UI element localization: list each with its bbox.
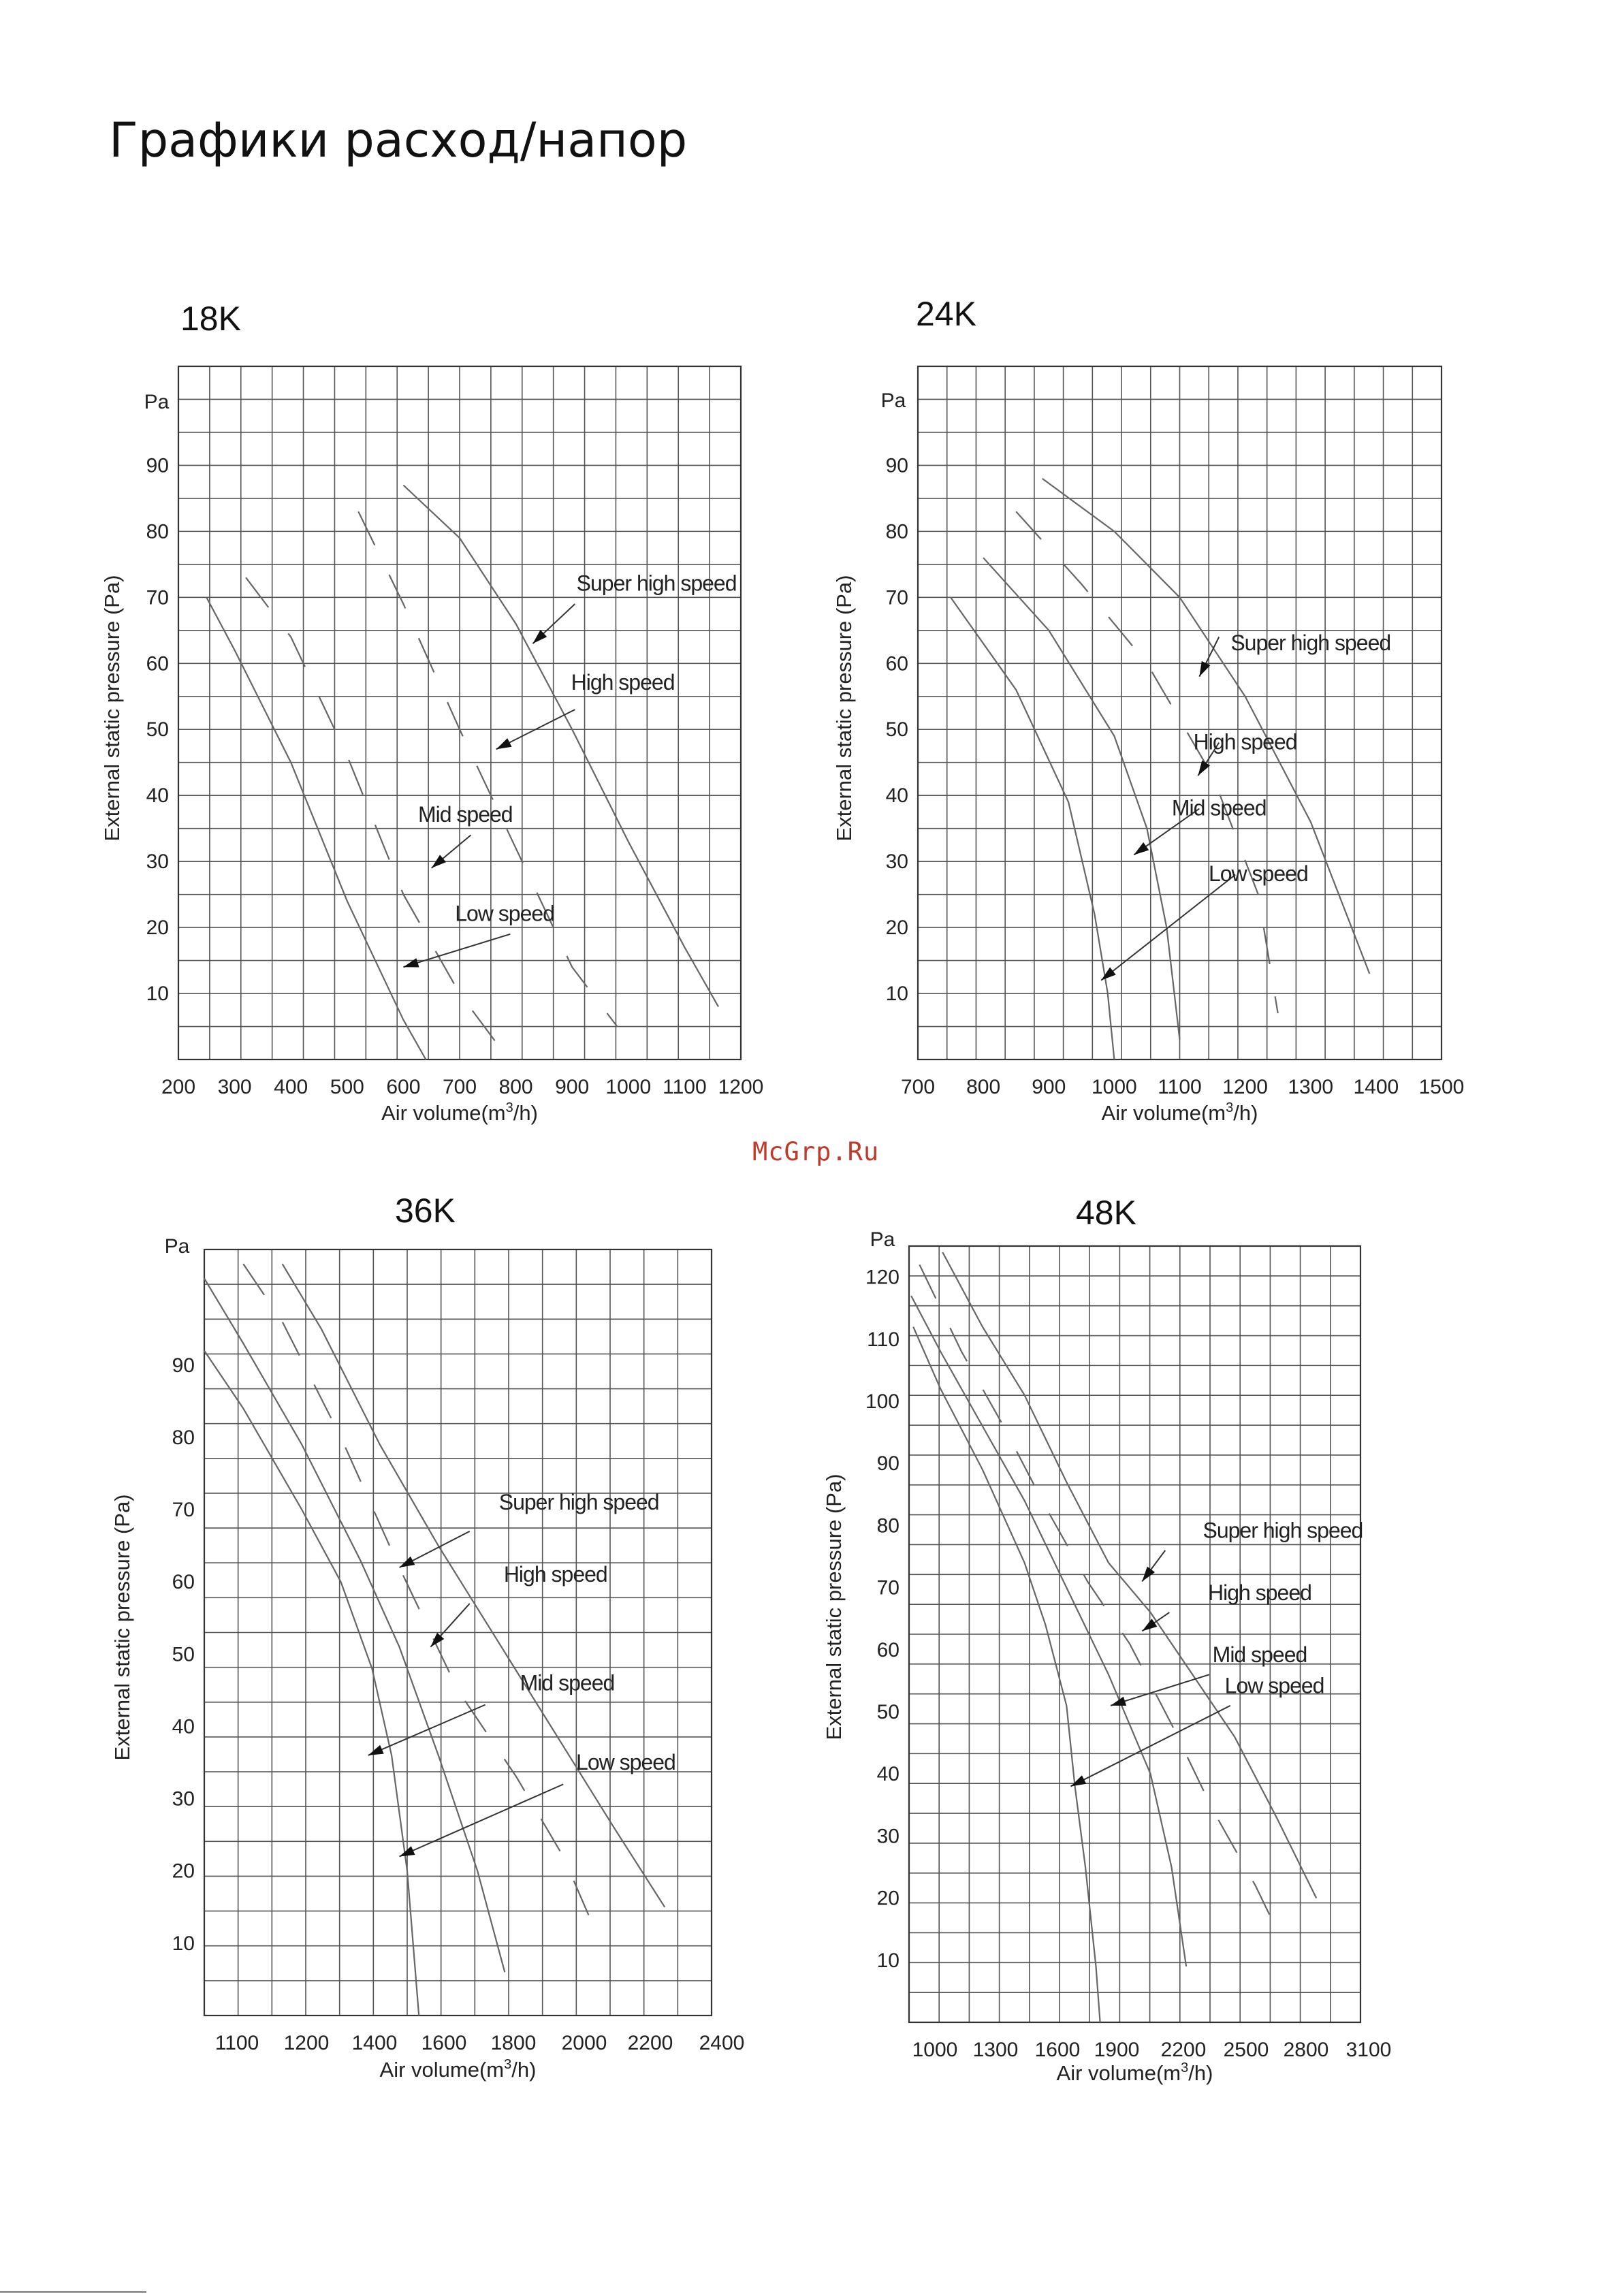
y-tick-label: 110 [867, 1328, 899, 1351]
y-unit-label: Pa [144, 391, 170, 413]
y-tick-label: 30 [885, 850, 908, 874]
series-label: Low speed [455, 901, 554, 926]
y-axis-title: External static pressure (Pa) [100, 575, 124, 842]
series-label: Mid speed [1171, 795, 1267, 821]
x-axis-title: Air $volume(m^3/h)$ [379, 2057, 537, 2082]
y-tick-label: 100 [865, 1390, 899, 1413]
y-unit-label: Pa [870, 1228, 895, 1251]
series-line-mid-speed [911, 1296, 1186, 1966]
y-tick-label: 70 [146, 586, 169, 609]
y-tick-label: 10 [146, 983, 169, 1006]
x-tick-label: 1000 [605, 1076, 652, 1098]
series-label: Super high speed [576, 571, 737, 596]
y-tick-label: 20 [876, 1887, 899, 1910]
y-tick-label: 50 [172, 1643, 195, 1666]
y-tick-label: 50 [876, 1701, 899, 1723]
x-tick-label: 800 [966, 1076, 1001, 1098]
x-tick-label: 1200 [283, 2032, 330, 2054]
y-unit-label: Pa [164, 1235, 190, 1258]
y-tick-label: 20 [172, 1860, 195, 1883]
x-tick-label: 1200 [1222, 1076, 1268, 1098]
series-label: Super high speed [1203, 1518, 1363, 1543]
y-tick-label: 90 [876, 1452, 899, 1476]
x-tick-label: 1000 [912, 2039, 958, 2061]
x-tick-label: 1900 [1094, 2039, 1140, 2061]
x-tick-label: 700 [442, 1076, 477, 1098]
x-axis-title: Air $volume(m^3/h)$ [381, 1100, 538, 1125]
y-tick-label: 80 [172, 1426, 195, 1449]
x-tick-label: 1600 [421, 2032, 467, 2054]
y-tick-label: 20 [146, 917, 169, 940]
y-tick-label: 30 [146, 850, 169, 874]
chart-title: 36K [395, 1192, 456, 1230]
y-tick-label: 10 [885, 983, 908, 1006]
x-tick-label: 400 [274, 1076, 308, 1098]
x-tick-label: 1100 [1158, 1076, 1202, 1098]
y-tick-label: 80 [146, 520, 169, 543]
x-tick-label: 200 [161, 1076, 196, 1098]
y-tick-label: 40 [172, 1715, 195, 1738]
y-tick-label: 20 [885, 917, 908, 940]
grid-3 [909, 1246, 1360, 2022]
y-tick-label: 70 [876, 1576, 899, 1599]
page-title: Графики расход/напор [109, 112, 688, 168]
x-tick-label: 1400 [1353, 1076, 1399, 1098]
y-tick-label: 90 [885, 454, 908, 477]
series-label: High speed [1193, 729, 1297, 754]
y-tick-label: 60 [172, 1571, 195, 1594]
series-label: Mid speed [417, 801, 513, 827]
series-label: Low speed [1208, 861, 1308, 887]
x-tick-label: 2800 [1283, 2039, 1329, 2061]
x-tick-label: 1400 [351, 2032, 398, 2054]
series-line-low-speed [913, 1327, 1100, 2022]
x-tick-label: 1100 [214, 2032, 259, 2054]
x-tick-label: 2400 [699, 2032, 745, 2054]
series-label: Super high speed [498, 1490, 659, 1515]
y-tick-label: 40 [876, 1763, 899, 1786]
series-label: Low speed [1224, 1673, 1324, 1698]
x-tick-label: 2200 [627, 2032, 673, 2054]
y-tick-label: 50 [885, 718, 908, 742]
chart-title: 48K [1076, 1194, 1136, 1232]
series-line-super-high-speed [942, 1252, 1316, 1898]
series-label: Mid speed [1212, 1642, 1307, 1668]
x-tick-label: 600 [386, 1076, 421, 1098]
y-tick-label: 60 [876, 1638, 899, 1661]
x-tick-label: 1100 [663, 1076, 707, 1098]
y-tick-label: 80 [876, 1514, 899, 1538]
y-tick-label: 90 [172, 1354, 195, 1377]
arrowhead [1070, 1775, 1086, 1786]
y-tick-label: 70 [885, 586, 908, 609]
y-tick-label: 10 [172, 1932, 195, 1955]
x-tick-label: 1300 [1288, 1076, 1334, 1098]
y-tick-label: 60 [146, 652, 169, 675]
y-axis-title: External static pressure (Pa) [832, 575, 856, 842]
series-label: High speed [503, 1562, 607, 1587]
x-tick-label: 500 [330, 1076, 364, 1098]
x-tick-label: 1800 [490, 2032, 537, 2054]
chart-title: 24K [916, 295, 976, 333]
series-label: Low speed [576, 1750, 675, 1775]
x-tick-label: 800 [498, 1076, 533, 1098]
bottom-rule [0, 2291, 146, 2293]
x-tick-label: 3100 [1346, 2039, 1392, 2061]
series-label: Super high speed [1230, 630, 1391, 655]
x-tick-label: 2500 [1223, 2039, 1269, 2061]
y-tick-label: 60 [885, 652, 908, 675]
x-tick-label: 1000 [1092, 1076, 1137, 1098]
y-tick-label: 40 [146, 784, 169, 808]
series-label: Mid speed [520, 1670, 615, 1695]
y-unit-label: Pa [880, 389, 906, 412]
y-tick-label: 50 [146, 718, 169, 742]
x-tick-label: 2000 [561, 2032, 607, 2054]
y-tick-label: 30 [876, 1825, 899, 1848]
y-tick-label: 30 [172, 1787, 195, 1811]
y-tick-label: 90 [146, 454, 169, 477]
series-label: High speed [1208, 1580, 1311, 1605]
y-tick-label: 70 [172, 1499, 195, 1522]
y-tick-label: 40 [885, 784, 908, 808]
x-tick-label: 2200 [1160, 2039, 1207, 2061]
x-tick-label: 1200 [718, 1076, 764, 1098]
y-tick-label: 80 [885, 520, 908, 543]
x-axis-title: Air $volume(m^3/h)$ [1056, 2060, 1213, 2085]
x-tick-label: 1300 [972, 2039, 1019, 2061]
watermark: McGrp.Ru [752, 1137, 880, 1166]
chart-title: 18K [180, 300, 241, 338]
x-axis-title: Air $volume(m^3/h)$ [1101, 1100, 1258, 1125]
x-tick-label: 300 [217, 1076, 252, 1098]
y-axis-title: External static pressure (Pa) [110, 1494, 134, 1761]
series-label: High speed [571, 670, 675, 695]
y-tick-label: 10 [876, 1949, 899, 1972]
y-tick-label: 120 [865, 1266, 899, 1289]
x-tick-label: 1600 [1034, 2039, 1081, 2061]
x-tick-label: 900 [1032, 1076, 1066, 1098]
y-axis-title: External static pressure (Pa) [822, 1473, 846, 1740]
x-tick-label: 900 [555, 1076, 590, 1098]
x-tick-label: 1500 [1418, 1076, 1465, 1098]
x-tick-label: 700 [900, 1076, 936, 1098]
